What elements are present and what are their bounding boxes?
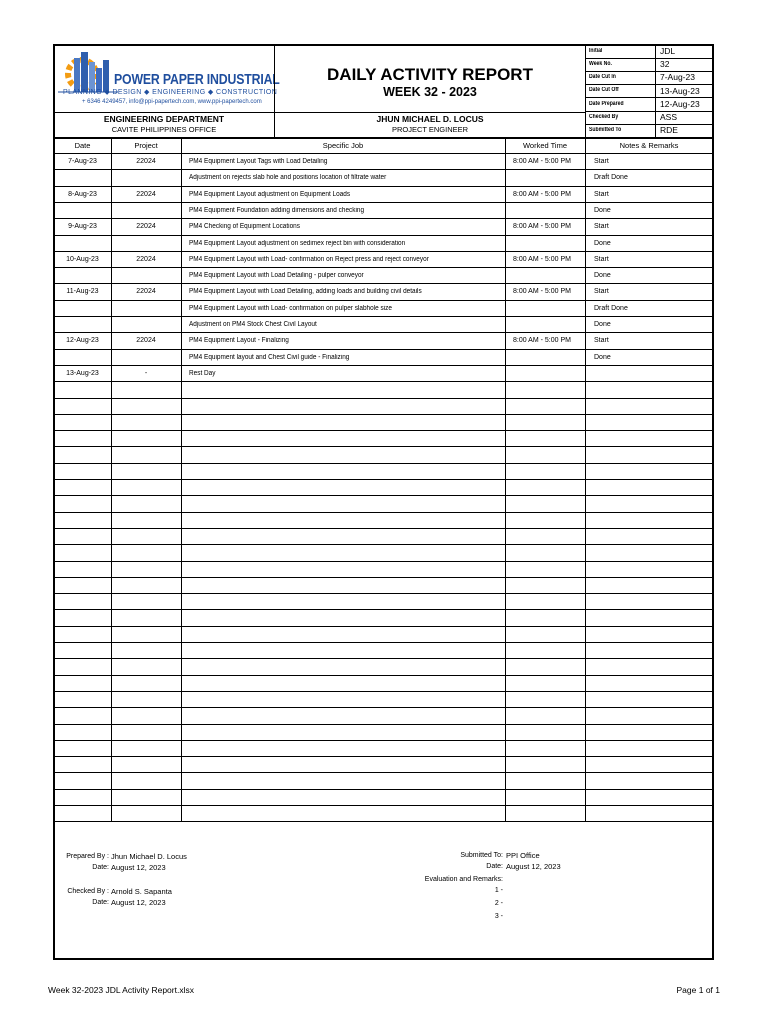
- meta-label-checked-by: Checked By: [589, 114, 619, 120]
- table-cell-date: 11-Aug-23: [66, 288, 99, 296]
- table-cell-date: 10-Aug-23: [66, 255, 99, 263]
- table-cell-project: -: [144, 369, 148, 377]
- table-row-line: [54, 577, 713, 578]
- table-cell-notes: Start: [594, 223, 609, 231]
- checked-by-value: Arnold S. Sapanta: [111, 887, 172, 896]
- table-cell-notes: Start: [594, 255, 609, 263]
- table-cell-job: PM4 Equipment Foundation adding dimensions and checking: [189, 206, 365, 214]
- engineer-name: JHUN MICHAEL D. LOCUS: [376, 114, 484, 124]
- table-header-time: Worked Time: [522, 141, 568, 150]
- table-cell-notes: Start: [594, 190, 609, 198]
- table-row-line: [54, 398, 713, 399]
- table-header-project: Project: [134, 141, 158, 150]
- table-cell-time: 8:00 AM - 5:00 PM: [513, 223, 571, 231]
- table-row-line: [54, 658, 713, 659]
- table-cell-notes: Start: [594, 288, 609, 296]
- prepared-by-value: Jhun Michael D. Locus: [111, 852, 187, 861]
- table-cell-date: 8-Aug-23: [68, 190, 97, 198]
- table-cell-notes: Done: [594, 272, 611, 280]
- company-tagline: PLANNING ◆ DESIGN ◆ ENGINEERING ◆ CONSTRUCTION: [63, 89, 278, 96]
- table-row-line: [54, 561, 713, 562]
- company-contact: + 6346 4249457, info@ppi-papertech.com, www.ppi-papertech.com: [82, 99, 262, 105]
- table-row-line: [54, 202, 713, 203]
- meta-label-submitted-to: Submitted To: [589, 127, 622, 133]
- table-row-line: [54, 316, 713, 317]
- table-header-notes: Notes & Remarks: [619, 141, 679, 150]
- table-cell-notes: Start: [594, 337, 609, 345]
- table-row-line: [54, 675, 713, 676]
- table-row-line: [54, 169, 713, 170]
- table-column-line: [505, 138, 506, 821]
- table-cell-project: 22024: [136, 223, 156, 231]
- table-row-line: [54, 463, 713, 464]
- table-row-line: [54, 528, 713, 529]
- table-cell-notes: Done: [594, 321, 611, 328]
- table-row-line: [54, 430, 713, 431]
- table-cell-date: 7-Aug-23: [68, 158, 97, 165]
- table-cell-job: PM4 Equipment Layout with Load- confirmation on pulper slabhole size: [189, 304, 392, 312]
- table-cell-job: PM4 Equipment Layout - Finalizing: [189, 337, 289, 345]
- department-name: ENGINEERING DEPARTMENT: [103, 114, 225, 124]
- table-row-line: [54, 479, 713, 480]
- table-cell-notes: Start: [594, 158, 609, 165]
- table-cell-job: Rest Day: [189, 369, 216, 377]
- table-cell-date: 13-Aug-23: [66, 369, 99, 377]
- table-cell-project: 22024: [136, 190, 156, 198]
- prepared-date-value: August 12, 2023: [111, 863, 166, 872]
- table-cell-job: PM4 Equipment layout and Chest Civil guide - Finalizing: [189, 353, 350, 361]
- table-row-line: [54, 251, 713, 252]
- report-week: WEEK 32 - 2023: [383, 85, 477, 99]
- table-header-divider: [54, 153, 713, 154]
- evaluation-item-3: 3 -: [494, 913, 503, 920]
- table-cell-time: 8:00 AM - 5:00 PM: [513, 255, 571, 263]
- meta-value-date-cut-off: 13-Aug-23: [660, 86, 700, 96]
- meta-value-date-prepared: 12-Aug-23: [660, 99, 700, 109]
- meta-value-date-cut-in: 7-Aug-23: [660, 72, 695, 82]
- table-cell-time: 8:00 AM - 5:00 PM: [513, 190, 571, 198]
- table-cell-time: 8:00 AM - 5:00 PM: [513, 337, 571, 345]
- table-cell-project: 22024: [136, 158, 156, 165]
- table-cell-notes: Done: [594, 206, 611, 214]
- table-row-line: [54, 805, 713, 806]
- table-row-line: [54, 609, 713, 610]
- table-cell-job: PM4 Equipment Layout with Load Detailing, adding loads and building civil details: [189, 288, 422, 296]
- table-cell-job: Adjustment on PM4 Stock Chest Civil Layout: [189, 321, 317, 328]
- table-row-line: [54, 186, 713, 187]
- footer-page-number: Page 1 of 1: [676, 985, 720, 995]
- table-cell-job: PM4 Equipment Layout with Load Detailing - pulper conveyor: [189, 272, 364, 280]
- table-cell-project: 22024: [136, 255, 156, 263]
- table-column-line: [181, 138, 182, 821]
- table-cell-time: 8:00 AM - 5:00 PM: [513, 288, 571, 296]
- table-header-job: Specific Job: [322, 141, 364, 150]
- company-name: POWER PAPER INDUSTRIAL: [114, 71, 280, 88]
- meta-label-date-cut-in: Date Cut In: [589, 74, 616, 80]
- table-row-line: [54, 381, 713, 382]
- table-row-line: [54, 218, 713, 219]
- table-row-line: [54, 789, 713, 790]
- table-row-line: [54, 691, 713, 692]
- checked-date-label: Date:: [92, 899, 109, 906]
- table-row-line: [54, 724, 713, 725]
- table-cell-project: 22024: [136, 337, 156, 345]
- evaluation-label: Evaluation and Remarks:: [424, 876, 503, 883]
- meta-value-initial: JDL: [660, 46, 676, 56]
- table-row-line: [54, 512, 713, 513]
- table-row-line: [54, 756, 713, 757]
- table-row-line: [54, 446, 713, 447]
- meta-value-submitted-to: RDE: [660, 125, 678, 135]
- submitted-to-value: PPI Office: [506, 851, 540, 860]
- table-header-date: Date: [74, 141, 91, 150]
- table-cell-project: 22024: [136, 288, 156, 296]
- table-cell-date: 9-Aug-23: [68, 223, 97, 231]
- meta-label-week-no: Week No.: [589, 61, 612, 67]
- submitted-date-value: August 12, 2023: [506, 862, 561, 871]
- table-cell-job: PM4 Equipment Layout Tags with Load Detailing: [189, 158, 328, 165]
- table-cell-notes: Draft Done: [594, 304, 628, 312]
- table-row-line: [54, 740, 713, 741]
- table-row-line: [54, 414, 713, 415]
- engineer-title: PROJECT ENGINEER: [391, 125, 469, 134]
- table-row-line: [54, 235, 713, 236]
- table-column-line: [585, 138, 586, 821]
- table-row-line: [54, 707, 713, 708]
- table-row-line: [54, 772, 713, 773]
- meta-label-date-prepared: Date Prepared: [589, 101, 624, 107]
- table-row-line: [54, 283, 713, 284]
- meta-label-initial: Initial: [589, 48, 603, 54]
- report-title: DAILY ACTIVITY REPORT: [327, 65, 533, 84]
- report-frame: [53, 44, 714, 960]
- table-row-line: [54, 365, 713, 366]
- checked-by-label: Checked By :: [67, 888, 109, 895]
- meta-value-week-no: 32: [660, 59, 670, 69]
- checked-date-value: August 12, 2023: [111, 898, 166, 907]
- table-cell-date: 12-Aug-23: [66, 337, 99, 345]
- table-cell-notes: Draft Done: [594, 174, 628, 182]
- table-cell-time: 8:00 AM - 5:00 PM: [513, 158, 571, 165]
- prepared-by-label: Prepared By :: [66, 853, 109, 860]
- table-row-line: [54, 593, 713, 594]
- meta-value-checked-by: ASS: [660, 112, 678, 122]
- table-row-line: [54, 642, 713, 643]
- table-cell-job: Adjustment on rejects slab hole and positions location of filtrate water: [189, 174, 387, 182]
- table-cell-job: PM4 Equipment Layout with Load- confirmation on Reject press and reject conveyor: [189, 255, 429, 263]
- table-cell-job: PM4 Checking of Equipment Locations: [189, 223, 300, 231]
- submitted-to-label: Submitted To:: [460, 852, 503, 859]
- footer-filename: Week 32-2023 JDL Activity Report.xlsx: [48, 985, 194, 995]
- table-row-line: [54, 332, 713, 333]
- meta-label-date-cut-off: Date Cut Off: [589, 87, 619, 93]
- table-cell-notes: Done: [594, 239, 611, 247]
- table-row-line: [54, 300, 713, 301]
- table-cell-notes: Done: [594, 353, 611, 361]
- table-row-line: [54, 495, 713, 496]
- table-cell-job: PM4 Equipment Layout adjustment on sedimex reject bin with consideration: [189, 239, 406, 247]
- table-bottom-line: [54, 821, 713, 822]
- table-row-line: [54, 626, 713, 627]
- department-office: CAVITE PHILIPPINES OFFICE: [111, 125, 217, 134]
- evaluation-item-1: 1 -: [494, 887, 503, 894]
- table-cell-job: PM4 Equipment Layout adjustment on Equipment Loads: [189, 190, 351, 198]
- table-row-line: [54, 349, 713, 350]
- table-row-line: [54, 267, 713, 268]
- prepared-date-label: Date:: [92, 864, 109, 871]
- evaluation-item-2: 2 -: [494, 900, 503, 907]
- table-row-line: [54, 544, 713, 545]
- table-column-line: [111, 138, 112, 821]
- submitted-date-label: Date:: [486, 863, 503, 870]
